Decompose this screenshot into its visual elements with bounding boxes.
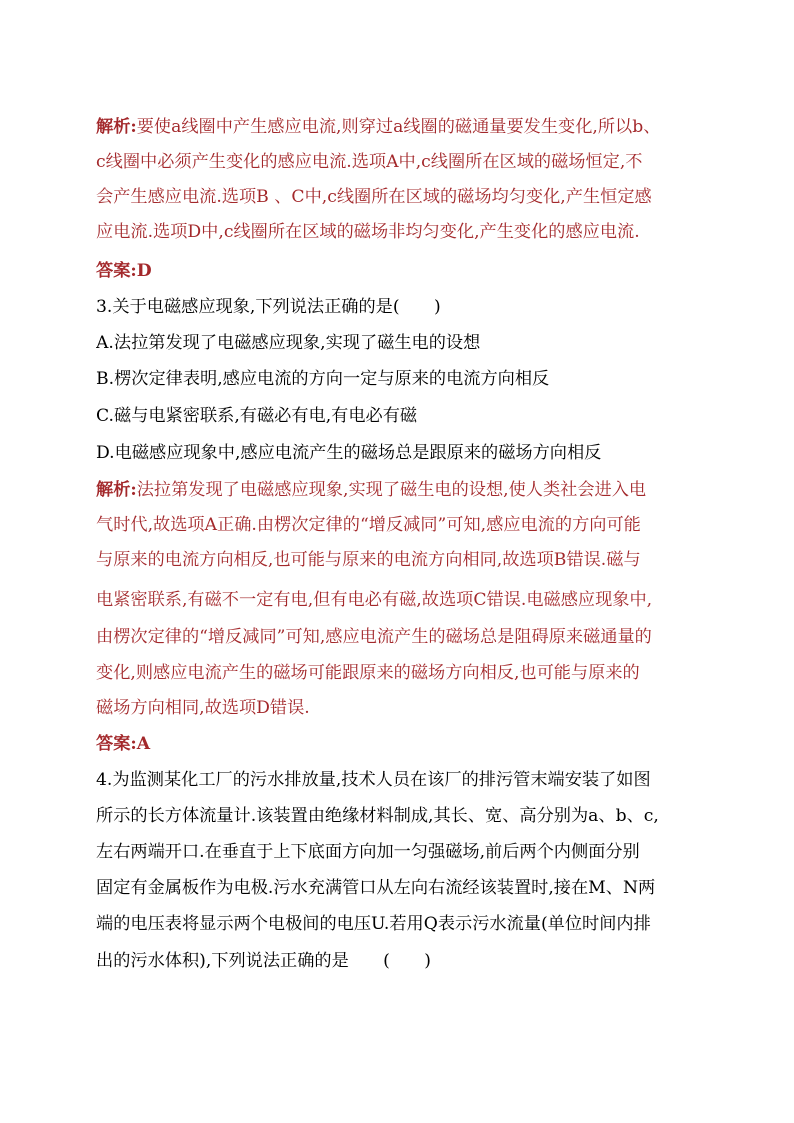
q3-analysis-line-5: 由楞次定律的“增反减同”可知,感应电流产生的磁场总是阻碍原来磁通量的 — [96, 627, 652, 647]
q2-analysis-line-3: 会产生感应电流.选项B 、C中,c线圈所在区域的磁场均匀变化,产生恒定感 — [96, 187, 652, 207]
analysis-label: 解析: — [96, 480, 137, 500]
q3-answer — [96, 731, 700, 757]
q3-option-b: B.楞次定律表明,感应电流的方向一定与原来的电流方向相反 — [96, 369, 550, 389]
q3-analysis-line-7: 磁场方向相同,故选项D错误. — [96, 698, 310, 718]
q3-stem: 3.关于电磁感应现象,下列说法正确的是( ) — [96, 297, 441, 317]
answer-label: 答案: — [96, 261, 137, 281]
q3-option-a: A.法拉第发现了电磁感应现象,实现了磁生电的设想 — [96, 333, 481, 353]
q2-answer — [96, 258, 700, 284]
q2-analysis-line-1: 解析:要使a线圈中产生感应电流,则穿过a线圈的磁通量要发生变化,所以b、 — [96, 117, 661, 137]
q3-analysis-line-3: 与原来的电流方向相反,也可能与原来的电流方向相同,故选项B错误.磁与 — [96, 550, 641, 570]
q3-option-d: D.电磁感应现象中,感应电流产生的磁场总是跟原来的磁场方向相反 — [96, 443, 602, 463]
q2-answer-value: D — [136, 261, 152, 281]
analysis-label: 解析: — [96, 117, 137, 137]
q4-stem-line-5: 端的电压表将显示两个电极间的电压U.若用Q表示污水流量(单位时间内排 — [96, 914, 651, 934]
q4-stem-line-4: 固定有金属板作为电极.污水充满管口从左向右流经该装置时,接在M、N两 — [96, 878, 656, 898]
q4-stem-line-6: 出的污水体积),下列说法正确的是 ( ) — [96, 951, 431, 971]
answer-label: 答案: — [96, 734, 137, 754]
q3-analysis-line-6: 变化,则感应电流产生的磁场可能跟原来的磁场方向相反,也可能与原来的 — [96, 663, 640, 683]
q2-analysis-line-2: c线圈中必须产生变化的感应电流.选项A中,c线圈所在区域的磁场恒定,不 — [96, 152, 643, 172]
q3-analysis-line-4: 电紧密联系,有磁不一定有电,但有电必有磁,故选项C错误.电磁感应现象中, — [96, 590, 653, 610]
q3-analysis-line-2: 气时代,故选项A正确.由楞次定律的“增反减同”可知,感应电流的方向可能 — [96, 515, 641, 535]
q4-stem-line-2: 所示的长方体流量计.该装置由绝缘材料制成,其长、宽、高分别为a、b、c, — [96, 806, 659, 826]
q3-analysis-line-1: 解析:法拉第发现了电磁感应现象,实现了磁生电的设想,使人类社会进入电 — [96, 480, 647, 500]
q4-stem-line-1: 4.为监测某化工厂的污水排放量,技术人员在该厂的排污管末端安装了如图 — [96, 770, 651, 790]
q3-answer-value: A — [136, 734, 151, 754]
q3-option-c: C.磁与电紧密联系,有磁必有电,有电必有磁 — [96, 406, 418, 426]
q4-stem-line-3: 左右两端开口.在垂直于上下底面方向加一匀强磁场,前后两个内侧面分别 — [96, 842, 640, 862]
q2-analysis-line-4: 应电流.选项D中,c线圈所在区域的磁场非均匀变化,产生变化的感应电流. — [96, 222, 640, 242]
